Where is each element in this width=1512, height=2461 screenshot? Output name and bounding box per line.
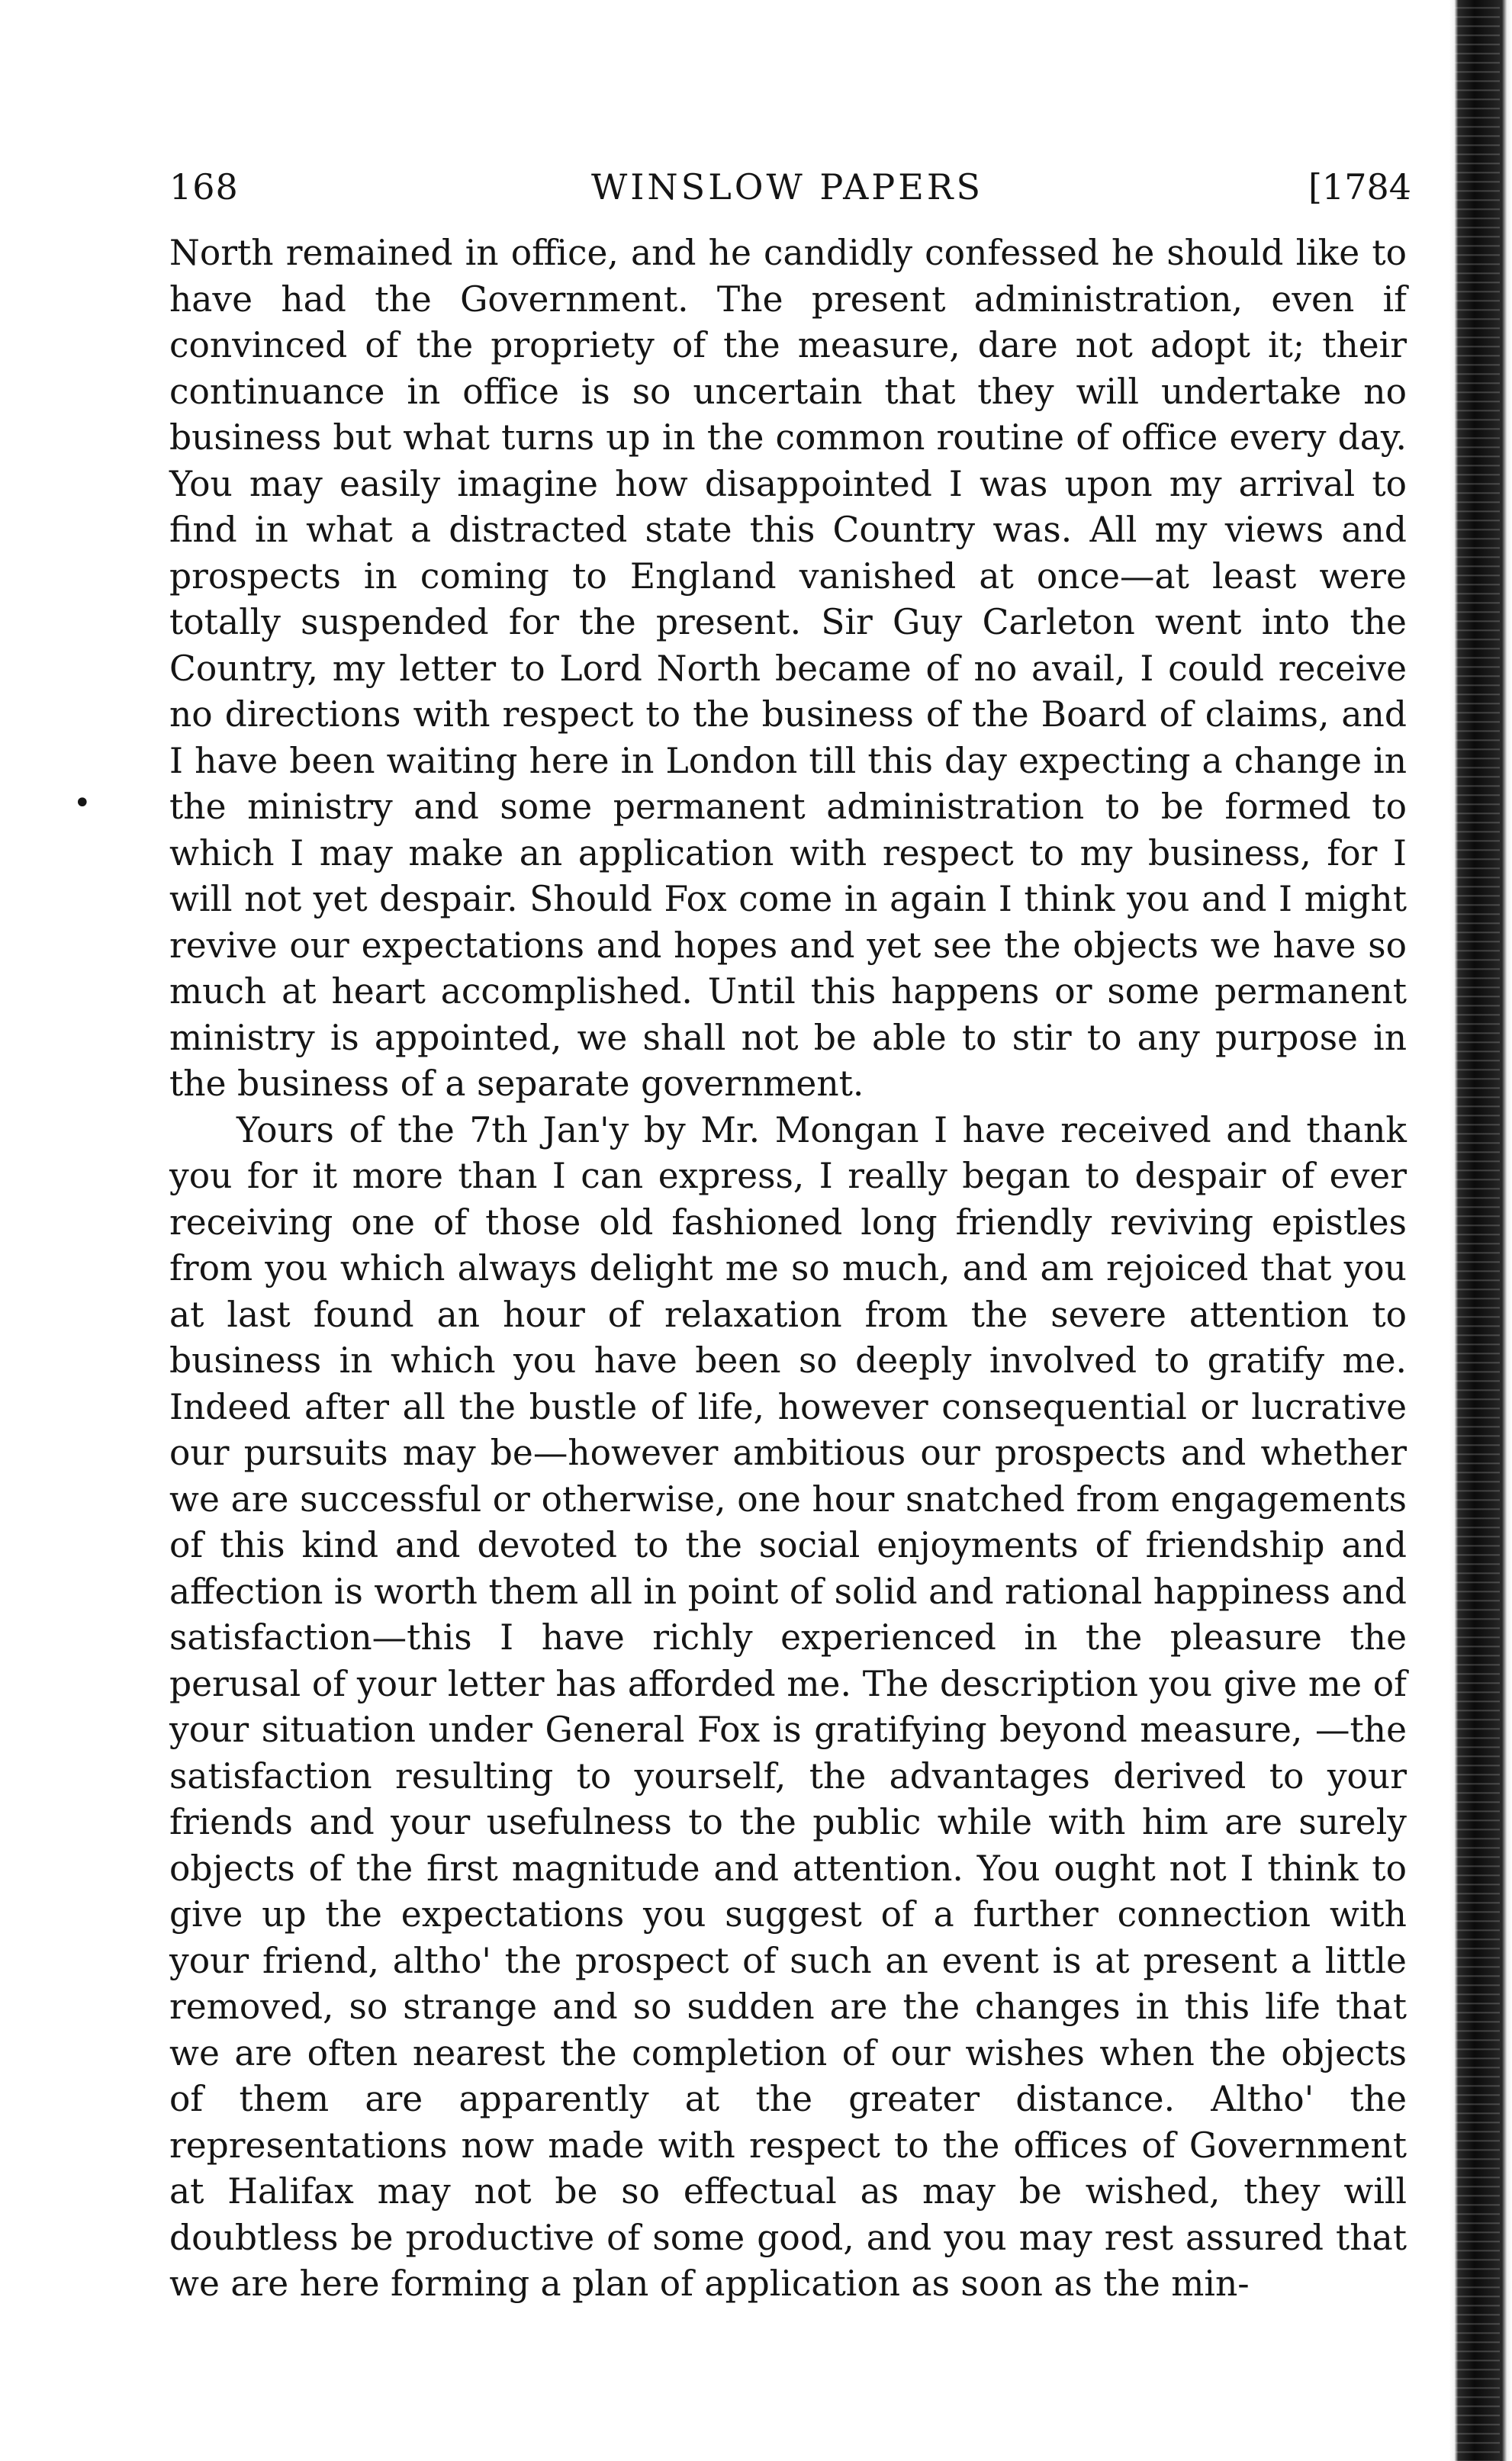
body-text — [169, 230, 1407, 2308]
margin-mark: • — [73, 786, 92, 821]
running-header — [169, 166, 1411, 220]
page-number: 168 — [169, 166, 239, 207]
paragraph: Yours of the 7th Jan'y by Mr. Mongan I have received and thank you for it more than I can express, I really began to despair of ever receiving one of those old fashioned long friendly reviving epistles from you which always delight me so much, and am rejoiced that you at last found an hour of relaxation from the severe attention to business in which you have been so deeply involved to gratify me. Indeed after all the bustle of life, however consequential or lucrative our pursuits may be—however ambitious our prospects and whether we are successful or otherwise, one hour snatched from engagements of this kind and devoted to the social enjoyments of friendship and affection is worth them all in point of solid and rational happiness and satisfaction—this I have richly experienced in the pleasure the perusal of your letter has afforded me. The description you give me of your situation under General Fox is gratifying beyond measure, —the satisfaction resulting to yourself, the advantages derived to your friends and your usefulness to the public while with him are surely objects of the first magnitude and attention. You ought not I think to give up the expectations you suggest of a further connection with your friend, altho' the prospect of such an event is at present a little removed, so strange and so sudden are the changes in this life that we are often nearest the completion of our wishes when the objects of them are apparently at the greater distance. Altho' the representations now made with respect to the offices of Government at Halifax may not be so effectual as may be wished, they will doubtless be productive of some good, and you may rest assured that we are here forming a plan of application as soon as the min- — [169, 1109, 1407, 2304]
header-year: [1784 — [1308, 166, 1411, 207]
page-edge-texture — [1454, 0, 1500, 2461]
paragraph-continued: North remained in office, and he candidly confessed he should like to have had the Government. The present administration, even if convinced of the propriety of the measure, dare not adopt it; their continuance in office is so uncertain that they will undertake no business but what turns up in the common routine of office every day. You may easily imagine how disappointed I was upon my arrival to find in what a distracted state this Country was. All my views and prospects in coming to England vanished at once—at least were totally suspended for the present. Sir Guy Carleton went into the Country, my letter to Lord North became of no avail, I could receive no directions with respect to the business of the Board of claims, and I have been waiting here in London till this day expecting a change in the ministry and some permanent administration to be formed to which I may make an application with respect to my business, for I will not yet despair. Should Fox come in again I think you and I might revive our expectations and hopes and yet see the objects we have so much at heart accomplished. Until this happens or some permanent ministry is appointed, we shall not be able to stir to any purpose in the business of a separate government. — [169, 233, 1407, 1104]
running-title: WINSLOW PAPERS — [590, 166, 983, 207]
